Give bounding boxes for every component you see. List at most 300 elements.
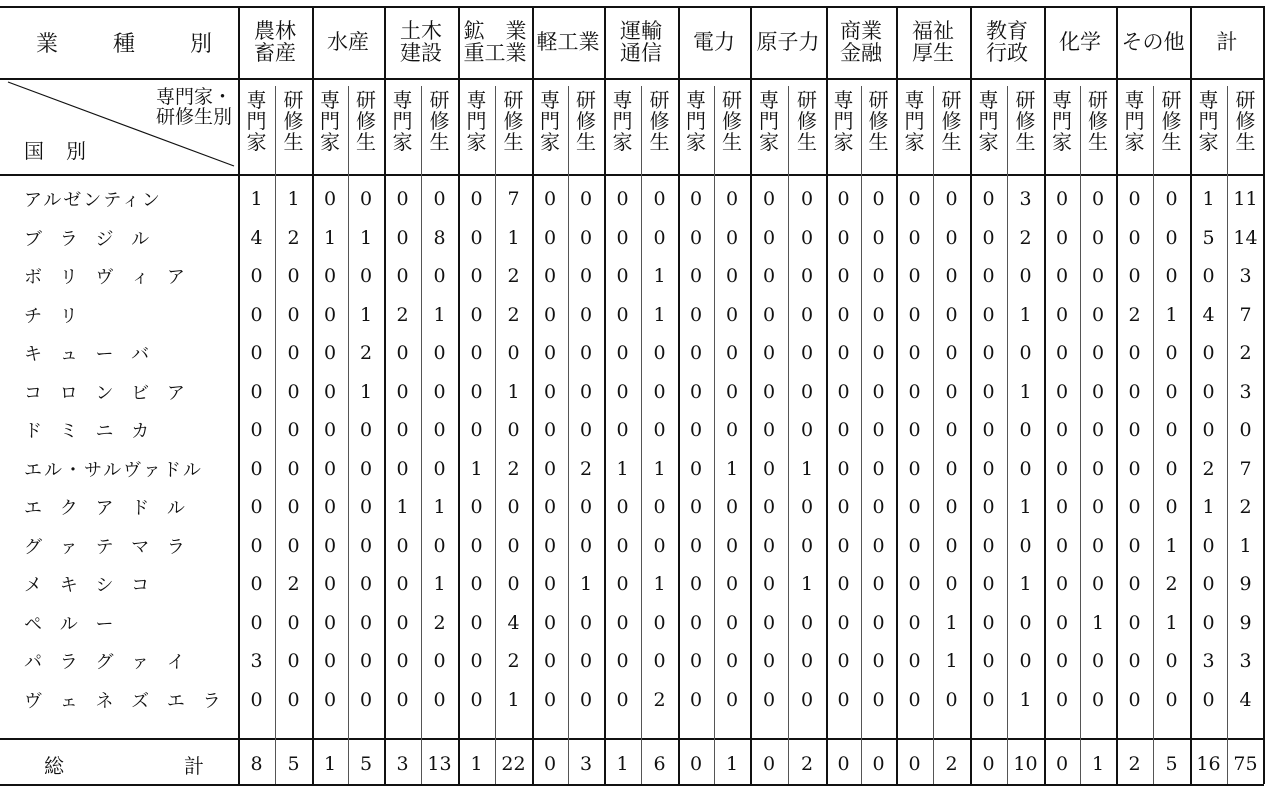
value-cell: 0 xyxy=(543,457,557,480)
value-cell: 2 xyxy=(287,226,300,249)
value-cell: 0 xyxy=(579,650,593,673)
value-cell: 1 xyxy=(1091,753,1105,775)
subheader-char: 生 xyxy=(941,130,962,154)
value-cell: 2 xyxy=(507,650,520,673)
value-cell: 0 xyxy=(396,573,409,596)
value-cell: 2 xyxy=(1128,753,1141,775)
value-cell: 0 xyxy=(1091,303,1105,326)
subheader-char: 門 xyxy=(466,109,487,133)
value-cell: 0 xyxy=(579,688,593,711)
industry-label-char: 別 xyxy=(189,31,212,57)
country-name: チ リ xyxy=(24,305,84,327)
value-cell: 0 xyxy=(1055,611,1069,634)
sector-name-line: 教育 xyxy=(986,19,1028,43)
subheader-char: 専 xyxy=(612,88,633,112)
value-cell: 1 xyxy=(1165,534,1178,557)
value-cell: 1 xyxy=(1202,188,1215,211)
value-cell: 0 xyxy=(1019,419,1032,442)
value-cell: 0 xyxy=(908,265,921,288)
value-cell: 0 xyxy=(470,611,483,634)
subheader-char: 修 xyxy=(722,109,742,133)
table-row xyxy=(0,565,1264,604)
value-cell: 0 xyxy=(1091,496,1105,519)
value-cell: 2 xyxy=(579,457,593,480)
sector-header xyxy=(312,6,384,78)
sector-header xyxy=(970,6,1044,78)
value-cell: 0 xyxy=(908,380,921,403)
corner-diagonal xyxy=(0,78,238,168)
value-cell: 1 xyxy=(653,265,666,288)
value-cell: 0 xyxy=(579,226,593,249)
table-row xyxy=(0,642,1264,681)
value-cell: 0 xyxy=(837,496,850,519)
value-cell: 0 xyxy=(507,419,520,442)
rule-sector-column xyxy=(970,6,972,784)
subheader-char: 門 xyxy=(978,109,999,133)
value-cell: 1 xyxy=(507,226,520,249)
value-cell: 0 xyxy=(470,303,483,326)
value-cell: 2 xyxy=(800,753,814,775)
country-name: ヴ ェ ネ ズ エ ラ xyxy=(24,690,227,712)
value-cell: 0 xyxy=(323,265,337,288)
value-cell: 0 xyxy=(323,419,337,442)
subheader-char: 専 xyxy=(540,88,560,112)
subheader-char: 専 xyxy=(904,88,925,112)
value-cell: 0 xyxy=(470,534,483,557)
value-cell: 0 xyxy=(945,226,958,249)
value-cell: 0 xyxy=(872,342,885,365)
value-cell: 0 xyxy=(396,265,409,288)
sector-name-line: 行政 xyxy=(986,41,1028,65)
subheader-char: 門 xyxy=(392,109,413,133)
value-cell: 0 xyxy=(359,611,373,634)
subheader-char: 修 xyxy=(1235,109,1256,133)
subheader-char: 家 xyxy=(833,130,854,154)
value-cell: 0 xyxy=(945,380,958,403)
subheader-char: 家 xyxy=(612,130,633,154)
value-cell: 1 xyxy=(1019,573,1032,596)
value-cell: 0 xyxy=(725,419,739,442)
value-cell: 0 xyxy=(908,457,921,480)
value-cell: 0 xyxy=(1165,496,1178,519)
value-cell: 0 xyxy=(800,496,814,519)
value-cell: 0 xyxy=(323,457,337,480)
value-cell: 0 xyxy=(762,188,776,211)
value-cell: 0 xyxy=(837,611,850,634)
value-cell: 0 xyxy=(872,496,885,519)
subheader-char: 研 xyxy=(1235,88,1256,112)
sector-header xyxy=(1044,6,1116,78)
value-cell: 1 xyxy=(800,457,814,480)
value-cell: 0 xyxy=(250,380,263,403)
value-cell: 0 xyxy=(653,342,666,365)
value-cell: 0 xyxy=(1165,419,1178,442)
value-cell: 0 xyxy=(579,342,593,365)
value-cell: 2 xyxy=(433,611,446,634)
sector-header xyxy=(750,6,826,78)
value-cell: 0 xyxy=(1128,534,1141,557)
value-cell: 0 xyxy=(579,265,593,288)
value-cell: 0 xyxy=(982,534,995,557)
value-cell: 0 xyxy=(800,650,814,673)
table-row xyxy=(0,488,1264,527)
value-cell: 0 xyxy=(579,380,593,403)
trainee-subheader xyxy=(348,88,384,168)
rule-right xyxy=(1263,6,1265,784)
country-name: ボ リ ヴ ィ ア xyxy=(24,267,191,289)
subheader-char: 門 xyxy=(1124,109,1145,133)
value-cell: 0 xyxy=(982,650,995,673)
value-cell: 0 xyxy=(689,650,703,673)
value-cell: 0 xyxy=(1128,342,1141,365)
value-cell: 0 xyxy=(725,688,739,711)
value-cell: 0 xyxy=(433,419,446,442)
value-cell: 0 xyxy=(433,688,446,711)
value-cell: 0 xyxy=(1055,573,1069,596)
value-cell: 0 xyxy=(616,611,629,634)
value-cell: 10 xyxy=(1013,753,1038,775)
trainee-subheader xyxy=(933,88,970,168)
rule-sector-column xyxy=(1044,6,1046,784)
subheader-char: 家 xyxy=(686,130,706,154)
value-cell: 0 xyxy=(837,188,850,211)
value-cell: 0 xyxy=(287,650,300,673)
subheader-char: 家 xyxy=(1124,130,1145,154)
value-cell: 0 xyxy=(579,303,593,326)
value-cell: 0 xyxy=(762,226,776,249)
value-cell: 0 xyxy=(287,265,300,288)
value-cell: 0 xyxy=(725,188,739,211)
rule-subcolumn xyxy=(421,86,422,784)
total-row xyxy=(0,744,1264,784)
value-cell: 0 xyxy=(800,226,814,249)
value-cell: 0 xyxy=(982,611,995,634)
value-cell: 5 xyxy=(1202,226,1215,249)
value-cell: 0 xyxy=(725,265,739,288)
table-row xyxy=(0,373,1264,412)
industry-type-label xyxy=(0,6,238,78)
value-cell: 0 xyxy=(908,611,921,634)
value-cell: 0 xyxy=(653,650,666,673)
trainee-subheader xyxy=(1080,88,1116,168)
sector-header xyxy=(458,6,532,78)
subheader-char: 専 xyxy=(246,88,267,112)
expert-subheader xyxy=(312,88,348,168)
value-cell: 2 xyxy=(359,342,373,365)
rule-sector-column xyxy=(458,6,460,784)
value-cell: 2 xyxy=(507,303,520,326)
value-cell: 0 xyxy=(616,650,629,673)
rule-sector-column xyxy=(312,6,314,784)
value-cell: 0 xyxy=(1091,457,1105,480)
value-cell: 1 xyxy=(616,457,629,480)
subheader-char: 門 xyxy=(320,109,340,133)
value-cell: 0 xyxy=(616,573,629,596)
value-cell: 0 xyxy=(1128,650,1141,673)
value-cell: 0 xyxy=(982,342,995,365)
value-cell: 0 xyxy=(433,188,446,211)
table-row xyxy=(0,180,1264,219)
value-cell: 0 xyxy=(470,342,483,365)
expert-subheader xyxy=(970,88,1007,168)
value-cell: 2 xyxy=(945,753,958,775)
subheader-char: 研 xyxy=(503,88,524,112)
value-cell: 0 xyxy=(945,419,958,442)
value-cell: 0 xyxy=(396,650,409,673)
rule-subcolumn xyxy=(788,86,789,784)
subheader-char: 生 xyxy=(1088,130,1108,154)
value-cell: 0 xyxy=(689,380,703,403)
value-cell: 2 xyxy=(1239,342,1252,365)
subheader-char: 生 xyxy=(576,130,596,154)
value-cell: 0 xyxy=(945,342,958,365)
sector-name-line: 重工業 xyxy=(463,41,527,65)
trainee-subheader xyxy=(421,88,458,168)
value-cell: 0 xyxy=(543,188,557,211)
subheader-char: 研 xyxy=(1088,88,1108,112)
value-cell: 0 xyxy=(1202,380,1215,403)
value-cell: 0 xyxy=(653,188,666,211)
expert-subheader xyxy=(532,88,568,168)
trainee-subheader xyxy=(788,88,826,168)
value-cell: 0 xyxy=(470,573,483,596)
value-cell: 0 xyxy=(287,688,300,711)
value-cell: 1 xyxy=(1019,380,1032,403)
value-cell: 2 xyxy=(1165,573,1178,596)
subheader-char: 門 xyxy=(1198,109,1219,133)
value-cell: 0 xyxy=(1055,419,1069,442)
expert-subheader xyxy=(384,88,421,168)
value-cell: 0 xyxy=(725,496,739,519)
rule-subheader xyxy=(0,174,1264,176)
value-cell: 1 xyxy=(1202,496,1215,519)
value-cell: 0 xyxy=(470,265,483,288)
value-cell: 8 xyxy=(433,226,446,249)
value-cell: 2 xyxy=(287,573,300,596)
value-cell: 0 xyxy=(908,753,921,775)
value-cell: 0 xyxy=(945,265,958,288)
value-cell: 0 xyxy=(396,611,409,634)
country-name: グ ァ テ マ ラ xyxy=(24,536,191,558)
value-cell: 0 xyxy=(800,188,814,211)
value-cell: 0 xyxy=(800,419,814,442)
subheader-char: 家 xyxy=(759,130,779,154)
value-cell: 0 xyxy=(287,419,300,442)
value-cell: 0 xyxy=(250,496,263,519)
value-cell: 0 xyxy=(1091,265,1105,288)
rule-sector-column xyxy=(604,6,606,784)
industry-label-char: 種 xyxy=(112,31,135,57)
value-cell: 0 xyxy=(396,534,409,557)
subheader-char: 家 xyxy=(1052,130,1072,154)
subheader-char: 修 xyxy=(941,109,962,133)
subheader-char: 専 xyxy=(1198,88,1219,112)
value-cell: 0 xyxy=(1202,611,1215,634)
value-cell: 0 xyxy=(872,303,885,326)
value-cell: 3 xyxy=(1019,188,1032,211)
value-cell: 0 xyxy=(287,342,300,365)
value-cell: 0 xyxy=(945,303,958,326)
value-cell: 1 xyxy=(653,457,666,480)
value-cell: 0 xyxy=(982,457,995,480)
value-cell: 0 xyxy=(872,457,885,480)
value-cell: 1 xyxy=(1165,303,1178,326)
expert-subheader xyxy=(678,88,714,168)
subheader-char: 家 xyxy=(978,130,999,154)
total-label-char: 計 xyxy=(184,753,204,778)
subheader-char: 研 xyxy=(356,88,376,112)
rule-label-column xyxy=(238,6,240,784)
value-cell: 0 xyxy=(982,380,995,403)
value-cell: 3 xyxy=(1239,380,1252,403)
subheader-char: 専 xyxy=(686,88,706,112)
sector-name-line: その他 xyxy=(1121,30,1185,54)
value-cell: 0 xyxy=(1055,303,1069,326)
value-cell: 0 xyxy=(396,226,409,249)
value-cell: 0 xyxy=(616,688,629,711)
sector-name-line: 原子力 xyxy=(756,30,820,54)
value-cell: 0 xyxy=(359,688,373,711)
subheader-char: 家 xyxy=(392,130,413,154)
value-cell: 0 xyxy=(287,303,300,326)
value-cell: 0 xyxy=(982,419,995,442)
trainee-subheader xyxy=(275,88,312,168)
rule-subcolumn xyxy=(714,86,715,784)
value-cell: 0 xyxy=(250,457,263,480)
value-cell: 0 xyxy=(323,303,337,326)
value-cell: 0 xyxy=(250,265,263,288)
value-cell: 75 xyxy=(1233,753,1258,775)
subheader-char: 専 xyxy=(466,88,487,112)
rule-subcolumn xyxy=(933,86,934,784)
sector-header xyxy=(532,6,604,78)
value-cell: 1 xyxy=(359,226,373,249)
value-cell: 0 xyxy=(1165,650,1178,673)
value-cell: 0 xyxy=(982,265,995,288)
subheader-char: 家 xyxy=(540,130,560,154)
subheader-char: 研 xyxy=(941,88,962,112)
country-name: コ ロ ン ビ ア xyxy=(24,382,191,404)
value-cell: 5 xyxy=(1165,753,1178,775)
value-cell: 0 xyxy=(396,342,409,365)
table-row xyxy=(0,219,1264,258)
value-cell: 0 xyxy=(507,342,520,365)
subheader-char: 研 xyxy=(1161,88,1182,112)
value-cell: 0 xyxy=(689,688,703,711)
subheader-char: 門 xyxy=(246,109,267,133)
value-cell: 0 xyxy=(689,265,703,288)
trainee-subheader xyxy=(861,88,896,168)
subheader-char: 家 xyxy=(320,130,340,154)
value-cell: 0 xyxy=(359,419,373,442)
value-cell: 0 xyxy=(982,753,995,775)
value-cell: 0 xyxy=(396,188,409,211)
country-label-char: 別 xyxy=(66,138,86,163)
value-cell: 1 xyxy=(653,573,666,596)
subheader-char: 修 xyxy=(868,109,889,133)
subheader-char: 門 xyxy=(612,109,633,133)
subheader-char: 生 xyxy=(356,130,376,154)
value-cell: 0 xyxy=(470,226,483,249)
value-cell: 0 xyxy=(396,688,409,711)
value-cell: 0 xyxy=(837,226,850,249)
value-cell: 0 xyxy=(689,303,703,326)
value-cell: 0 xyxy=(579,496,593,519)
value-cell: 0 xyxy=(287,496,300,519)
sector-name-line: 電力 xyxy=(693,30,735,54)
value-cell: 0 xyxy=(543,688,557,711)
value-cell: 0 xyxy=(872,573,885,596)
trainee-subheader xyxy=(714,88,750,168)
value-cell: 0 xyxy=(616,265,629,288)
value-cell: 3 xyxy=(250,650,263,673)
value-cell: 0 xyxy=(543,496,557,519)
value-cell: 0 xyxy=(725,573,739,596)
value-cell: 0 xyxy=(908,534,921,557)
subheader-char: 生 xyxy=(1235,130,1256,154)
value-cell: 0 xyxy=(908,688,921,711)
table-row xyxy=(0,411,1264,450)
value-cell: 0 xyxy=(287,380,300,403)
value-cell: 3 xyxy=(1202,650,1215,673)
value-cell: 0 xyxy=(616,188,629,211)
industry-label-char: 業 xyxy=(36,31,59,57)
subheader-char: 専 xyxy=(392,88,413,112)
value-cell: 1 xyxy=(1019,688,1032,711)
value-cell: 3 xyxy=(1239,265,1252,288)
value-cell: 0 xyxy=(579,534,593,557)
value-cell: 1 xyxy=(1091,611,1105,634)
value-cell: 0 xyxy=(1165,380,1178,403)
value-cell: 0 xyxy=(1091,342,1105,365)
value-cell: 0 xyxy=(433,457,446,480)
value-cell: 0 xyxy=(762,650,776,673)
value-cell: 0 xyxy=(579,611,593,634)
value-cell: 0 xyxy=(323,342,337,365)
value-cell: 0 xyxy=(837,534,850,557)
rule-sector-column xyxy=(750,6,752,784)
value-cell: 0 xyxy=(837,650,850,673)
subheader-char: 研 xyxy=(649,88,670,112)
value-cell: 0 xyxy=(1055,496,1069,519)
subheader-char: 生 xyxy=(283,130,304,154)
value-cell: 0 xyxy=(653,534,666,557)
value-cell: 2 xyxy=(507,265,520,288)
value-cell: 0 xyxy=(725,611,739,634)
subheader-char: 生 xyxy=(722,130,742,154)
rule-subcolumn xyxy=(495,86,496,784)
value-cell: 0 xyxy=(1165,265,1178,288)
subheader-char: 門 xyxy=(833,109,854,133)
value-cell: 0 xyxy=(543,534,557,557)
value-cell: 2 xyxy=(1128,303,1141,326)
sector-name-line: 水産 xyxy=(327,30,369,54)
trainee-subheader xyxy=(1007,88,1044,168)
value-cell: 0 xyxy=(1019,265,1032,288)
rule-sector-column xyxy=(384,6,386,784)
value-cell: 0 xyxy=(762,419,776,442)
value-cell: 0 xyxy=(1128,496,1141,519)
sector-name-line: 土木 xyxy=(400,19,442,43)
subheader-char: 修 xyxy=(797,109,817,133)
value-cell: 0 xyxy=(800,611,814,634)
value-cell: 0 xyxy=(543,573,557,596)
value-cell: 0 xyxy=(396,419,409,442)
sector-name-line: 建設 xyxy=(400,41,442,65)
value-cell: 0 xyxy=(945,534,958,557)
rule-bottom xyxy=(0,784,1264,786)
value-cell: 0 xyxy=(653,496,666,519)
